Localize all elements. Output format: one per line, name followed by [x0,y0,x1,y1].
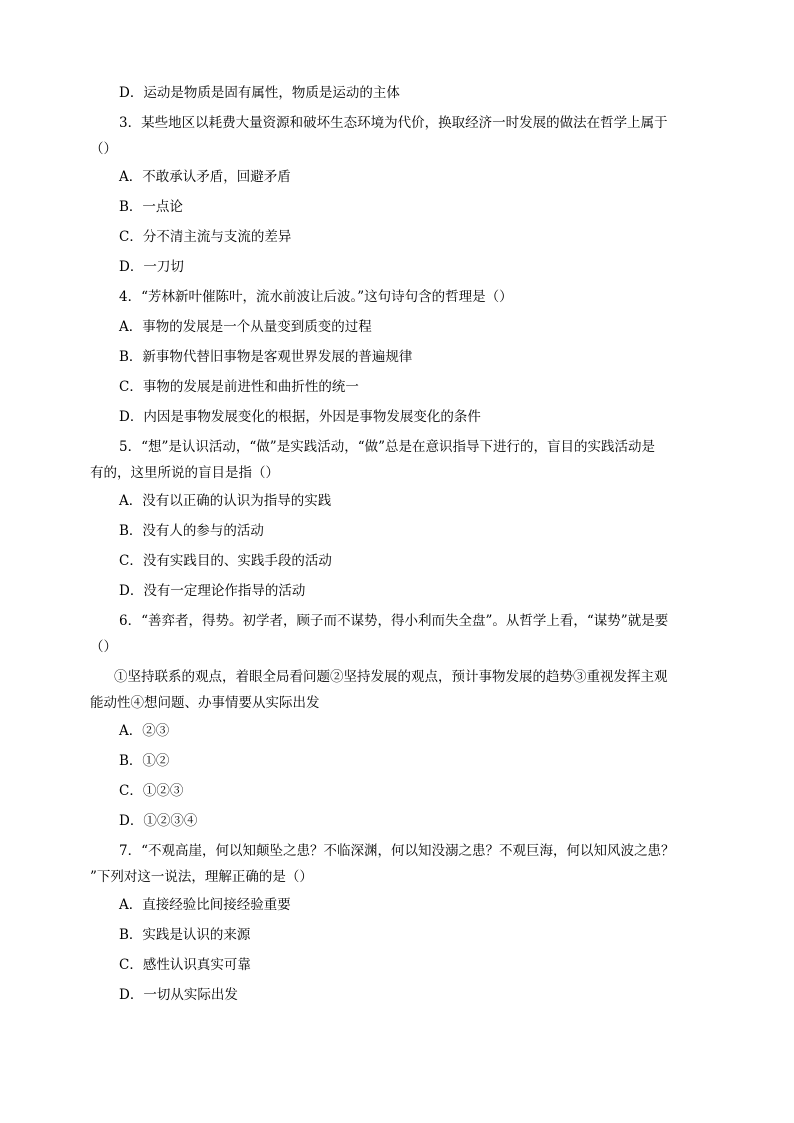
q3-option-b: B．一点论 [119,199,183,215]
q7-option-d: D．一切从实际出发 [119,987,238,1003]
q5-option-b: B．没有人的参与的活动 [119,523,264,539]
q7-stem: 7．“不观高崖，何以知颠坠之患？不临深渊，何以知没溺之患？不观巨海，何以知风波之患？ [119,843,675,859]
document-page [90,78,702,1010]
q4-option-b: B．新事物代替旧事物是客观世界发展的普遍规律 [119,349,413,365]
q5-stem-cont: 有的，这里所说的盲目是指（） [90,465,279,481]
q5-stem: 5．“想”是认识活动，“做”是实践活动，“做”总是在意识指导下进行的，盲目的实践活动是 [119,439,655,455]
q6-option-c: C．①②③ [119,783,184,799]
q6-option-a: A．②③ [119,723,170,739]
q5-option-d: D．没有一定理论作指导的活动 [119,583,306,599]
q4-stem: 4．“芳林新叶催陈叶，流水前波让后波。”这句诗句含的哲理是（） [119,289,513,305]
q4-option-d: D．内因是事物发展变化的根据，外因是事物发展变化的条件 [119,409,481,425]
q2-option-d: D．运动是物质是固有属性，物质是运动的主体 [119,85,400,101]
q7-option-b: B．实践是认识的来源 [119,927,251,943]
q6-option-b: B．①② [119,753,170,769]
q7-stem-cont: ”下列对这一说法，理解正确的是（） [90,869,313,885]
q3-option-a: A．不敢承认矛盾，回避矛盾 [119,169,291,185]
q6-option-d: D．①②③④ [119,813,198,829]
q6-statements-cont: 能动性④想问题、办事情要从实际出发 [90,695,320,711]
q3-option-d: D．一刀切 [119,259,184,275]
q5-option-c: C．没有实践目的、实践手段的活动 [119,553,332,569]
q6-stem-cont: （） [90,639,117,655]
q6-statements: ①坚持联系的观点，着眼全局看问题②坚持发展的观点，预计事物发展的趋势③重视发挥主观 [114,669,668,685]
q3-stem-cont: （） [90,141,117,157]
q7-option-a: A．直接经验比间接经验重要 [119,897,291,913]
q7-option-c: C．感性认识真实可靠 [119,957,251,973]
q5-option-a: A．没有以正确的认识为指导的实践 [119,493,332,509]
q3-stem: 3．某些地区以耗费大量资源和破坏生态环境为代价，换取经济一时发展的做法在哲学上属于 [119,115,668,131]
q3-option-c: C．分不清主流与支流的差异 [119,229,292,245]
q6-stem: 6．“善弈者，得势。初学者，顾子而不谋势，得小利而失全盘”。从哲学上看，“谋势”就是要 [119,613,669,629]
q4-option-a: A．事物的发展是一个从量变到质变的过程 [119,319,372,335]
q4-option-c: C．事物的发展是前进性和曲折性的统一 [119,379,359,395]
